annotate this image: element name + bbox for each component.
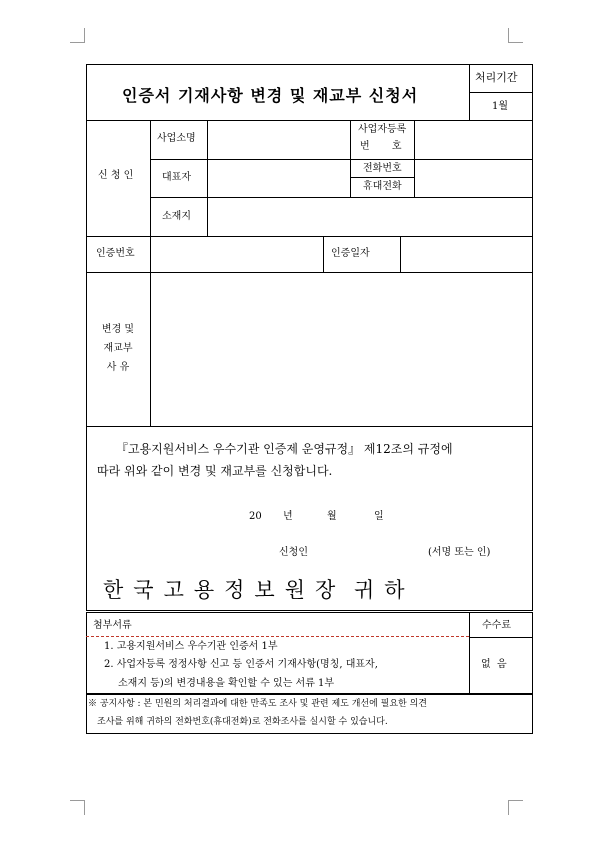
date-year: 20 xyxy=(249,511,262,522)
statement-line-1: 『고용지원서비스 우수기관 인증제 운영규정』 제12조의 규정에 xyxy=(116,442,453,456)
business-reg-label-line2: 번 호 xyxy=(360,141,402,152)
fee-value: 없 음 xyxy=(481,659,507,670)
dashed-divider xyxy=(86,636,469,637)
cert-date-label: 인증일자 xyxy=(331,248,370,259)
divider xyxy=(86,236,533,237)
divider xyxy=(150,197,533,198)
attachment-item-2-line1: 2. 사업자등록 정정사항 신고 등 인증서 기재사항(명칭, 대표자, xyxy=(104,659,378,670)
divider xyxy=(150,159,533,160)
crop-mark-top-left xyxy=(70,28,85,43)
statement-line-2: 따라 위와 같이 변경 및 재교부를 신청합니다. xyxy=(97,464,333,478)
divider xyxy=(86,426,533,427)
divider xyxy=(86,120,533,121)
date-year-unit: 년 xyxy=(283,511,293,522)
signer-label: 신청인 xyxy=(279,547,308,558)
fee-label: 수수료 xyxy=(482,620,511,631)
date-day-unit: 일 xyxy=(374,511,384,522)
reason-label-line2: 재교부 xyxy=(103,343,133,354)
form-upper-box xyxy=(86,64,533,611)
attachments-label: 첨부서류 xyxy=(93,620,132,631)
addressee: 한국고용정보원장 xyxy=(103,578,346,602)
notice-line-2: 조사를 위해 귀하의 전화번호(휴대전화)로 전화조사를 실시할 수 있습니다. xyxy=(97,717,388,727)
mobile-label: 휴대전화 xyxy=(363,181,402,192)
divider xyxy=(150,272,151,426)
divider xyxy=(86,272,533,273)
business-name-label: 사업소명 xyxy=(157,133,196,144)
address-label: 소재지 xyxy=(162,211,191,222)
divider xyxy=(350,177,414,178)
divider xyxy=(469,612,470,694)
crop-mark-bottom-left xyxy=(70,800,85,815)
crop-mark-top-right xyxy=(508,28,523,43)
phone-label: 전화번호 xyxy=(363,163,402,174)
crop-mark-bottom-right xyxy=(508,800,523,815)
signature-note: (서명 또는 인) xyxy=(428,547,491,558)
applicant-label: 신 청 인 xyxy=(98,170,134,181)
divider xyxy=(323,236,324,273)
attachment-item-1: 1. 고용지원서비스 우수기관 인증서 1부 xyxy=(104,641,278,652)
form-title: 인증서 기재사항 변경 및 재교부 신청서 xyxy=(122,86,419,105)
business-reg-label-line1: 사업자등록 xyxy=(358,124,407,135)
cert-number-label: 인증번호 xyxy=(96,248,135,259)
divider xyxy=(207,120,208,237)
divider xyxy=(469,92,533,93)
representative-label: 대표자 xyxy=(162,172,191,183)
date-month-unit: 월 xyxy=(327,511,337,522)
divider xyxy=(400,236,401,273)
divider xyxy=(469,637,533,638)
divider xyxy=(150,236,151,273)
reason-label-line1: 변경 및 xyxy=(101,324,135,335)
attachment-item-2-line2: 소재지 등)의 변경내용을 확인할 수 있는 서류 1부 xyxy=(118,678,335,689)
processing-period-label: 처리기간 xyxy=(475,71,518,84)
notice-line-1: ※ 공지사항 : 본 민원의 처리결과에 대한 만족도 조사 및 관련 제도 개선에 필요한 의견 xyxy=(88,699,427,709)
reason-label-line3: 사 유 xyxy=(106,362,130,373)
reason-label xyxy=(88,320,148,377)
honorific: 귀하 xyxy=(354,578,415,602)
processing-period-value: 1월 xyxy=(492,101,509,112)
divider xyxy=(150,120,151,237)
